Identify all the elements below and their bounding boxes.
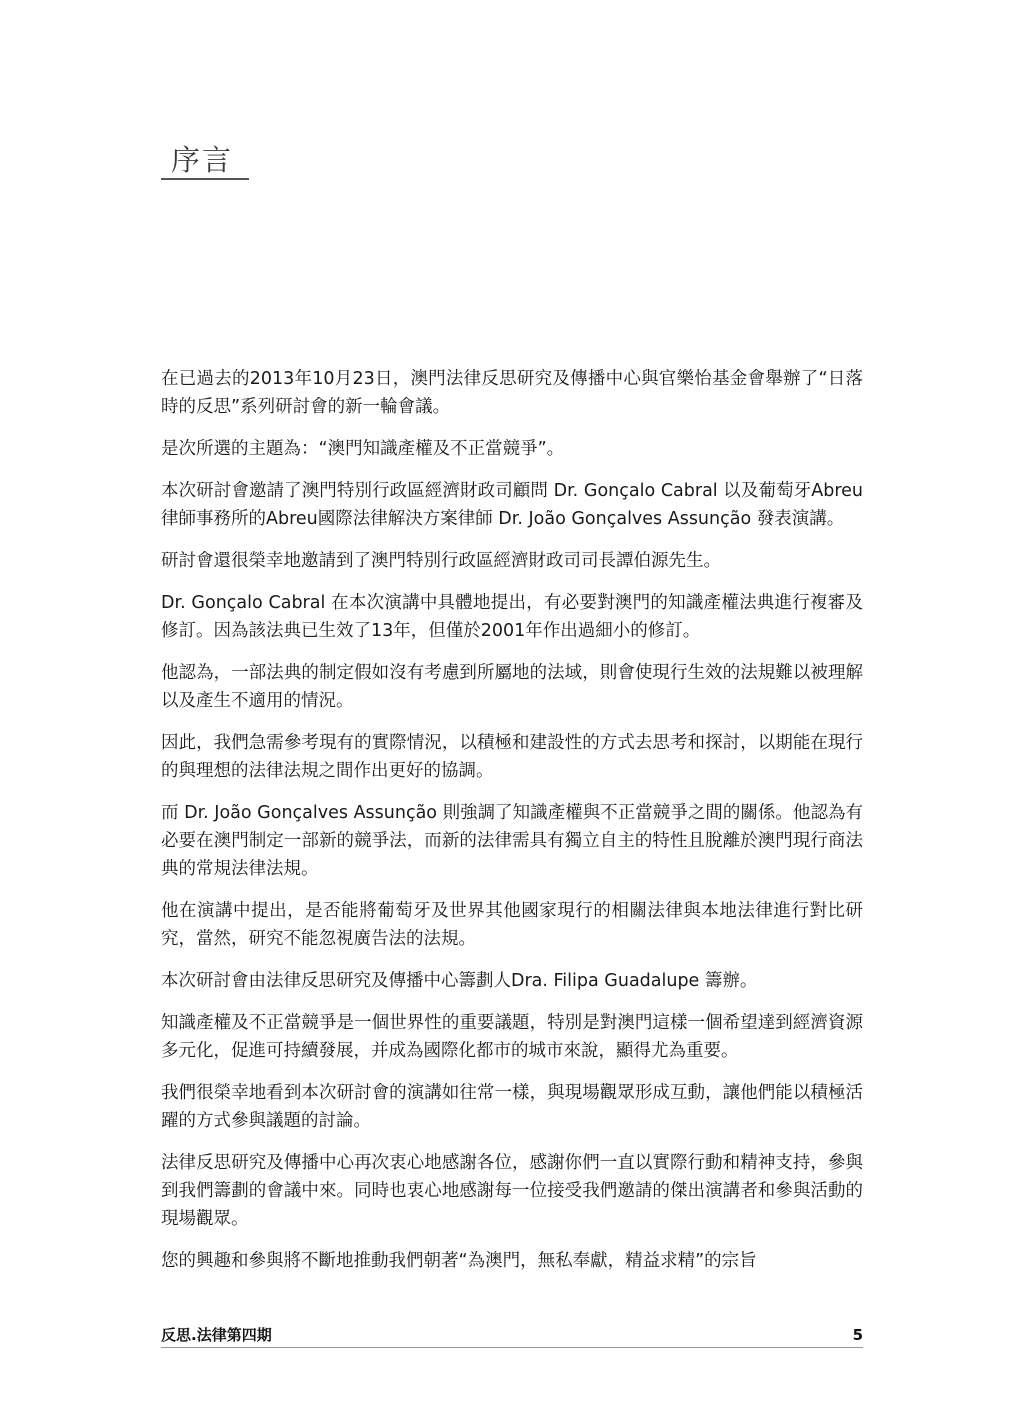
paragraph-8: 而 Dr. João Gonçalves Assunção 則強調了知識產權與不正當競爭之間的關係。他認為有必要在澳門制定一部新的競爭法，而新的法律需具有獨立自主的特性且脫離於澳門現行商法典的常規法律法規。: [161, 803, 863, 879]
heading-underline: [161, 178, 249, 180]
paragraph-13: 法律反思研究及傳播中心再次衷心地感謝各位，感謝你們一直以實際行動和精神支持，參與到我們籌劃的會議中來。同時也衷心地感謝每一位接受我們邀請的傑出演講者和參與活動的現場觀眾。: [161, 1153, 863, 1229]
paragraph-9: 他在演講中提出，是否能將葡萄牙及世界其他國家現行的相關法律與本地法律進行對比研究，當然，研究不能忽視廣告法的法規。: [161, 901, 863, 949]
paragraph-12: 我們很榮幸地看到本次研討會的演講如往常一樣，與現場觀眾形成互動，讓他們能以積極活躍的方式參與議題的討論。: [161, 1083, 863, 1131]
paragraph-4: 研討會還很榮幸地邀請到了澳門特別行政區經濟財政司司長譚伯源先生。: [161, 551, 721, 571]
paragraph-3: 本次研討會邀請了澳門特別行政區經濟財政司顧問 Dr. Gonçalo Cabral 以及葡萄牙Abreu 律師事務所的Abreu國際法律解決方案律師 Dr. João Gonçalves Assunção 發表演講。: [161, 481, 863, 529]
page-heading: [161, 142, 249, 180]
paragraph-6: 他認為，一部法典的制定假如沒有考慮到所屬地的法域，則會使現行生效的法規難以被理解以及產生不適用的情況。: [161, 663, 863, 711]
footer-rule: [161, 1347, 863, 1348]
paragraph-10: 本次研討會由法律反思研究及傳播中心籌劃人Dra. Filipa Guadalupe 籌辦。: [161, 971, 758, 991]
paragraph-7: 因此，我們急需參考現有的實際情況，以積極和建設性的方式去思考和探討，以期能在現行的與理想的法律法規之間作出更好的協調。: [161, 733, 863, 781]
paragraph-5: Dr. Gonçalo Cabral 在本次演講中具體地提出，有必要對澳門的知識產權法典進行複審及修訂。因為該法典已生效了13年，但僅於2001年作出過細小的修訂。: [161, 593, 863, 641]
body-text: [161, 365, 863, 1289]
page-title: 序言: [171, 143, 234, 177]
paragraph-11: 知識產權及不正當競爭是一個世界性的重要議題，特別是對澳門這樣一個希望達到經濟資源多元化，促進可持續發展，并成為國際化都市的城市來說，顯得尤為重要。: [161, 1013, 863, 1061]
paragraph-1: 在已過去的2013年10月23日，澳門法律反思研究及傳播中心與官樂怡基金會舉辦了“日落時的反思”系列研討會的新一輪會議。: [161, 369, 863, 417]
paragraph-14: 您的興趣和參與將不斷地推動我們朝著“為澳門，無私奉獻，精益求精”的宗旨: [161, 1251, 757, 1271]
paragraph-2: 是次所選的主題為：“澳門知識產權及不正當競爭”。: [161, 439, 565, 459]
publication-title: 反思.法律第四期: [161, 1326, 272, 1344]
page-footer: [161, 1325, 863, 1348]
page-number: 5: [852, 1326, 863, 1344]
